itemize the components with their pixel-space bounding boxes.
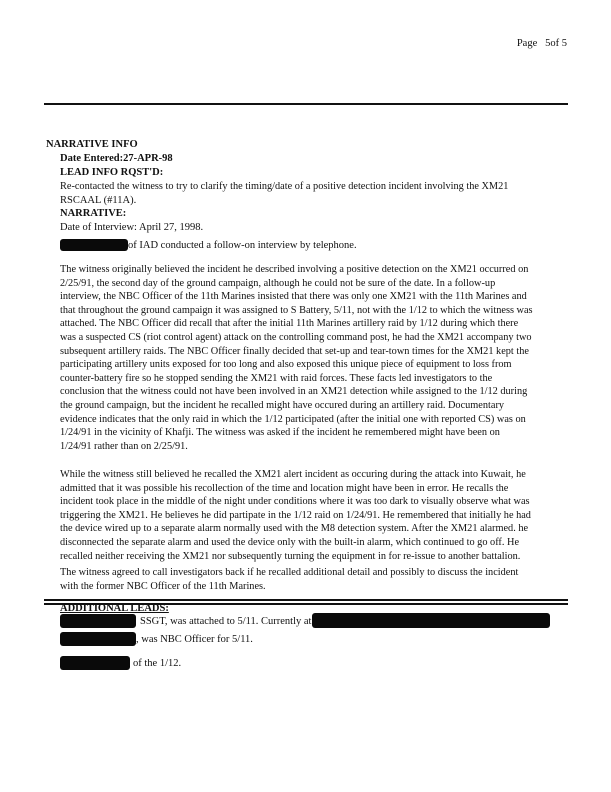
- narrative-paragraph-3: [60, 566, 556, 593]
- text-line: 2/25/91, the second day of the ground campaign, although he could not be sure of the date. In a follow-up: [60, 277, 496, 289]
- text-line: The witness originally believed the incident he described involving a positive detection on the XM21 occurred on: [60, 264, 529, 275]
- text-line: 1/24/91 in the vicinity of Khafji. The witness was asked if the incident he remembered might have been on: [60, 427, 500, 439]
- narrative-info-heading: NARRATIVE INFO: [46, 139, 138, 150]
- iad-line: of IAD conducted a follow-on interview by telephone.: [128, 240, 357, 251]
- text-line: disconnected the separate alarm and used the device only with the built-in alarm, which continued to go off. He: [60, 536, 520, 548]
- text-line: that throughout the ground campaign it was assigned to S Battery, 5/11, not with the 1/12 to which the witness was: [60, 304, 533, 316]
- interview-date: Date of Interview: April 27, 1998.: [60, 222, 204, 233]
- page-count: 5of 5: [545, 38, 567, 49]
- leads-rule-top: [44, 599, 568, 601]
- text-line: triggering the XM21. He believes he did partipate in the 1/12 raid on 1/24/91. He remembered that initially he had: [60, 509, 531, 521]
- additional-leads-heading: ADDITIONAL LEADS:: [60, 603, 169, 614]
- redaction-block: [60, 632, 136, 646]
- text-line: subsequent artillery raids. The NBC Officer finally decided that set-up and tear-town times for the XM21 kept the: [60, 345, 529, 357]
- text-line: conclusion that the witness could not have been involved in an XM21 detection while assigned to the 1/12 during: [60, 386, 528, 398]
- text-line: counter-battery fire so he stopped sending the XM21 with raid forces. These facts led investigators to the: [60, 372, 493, 384]
- lead-info-text-1: Re-contacted the witness to try to clarify the timing/date of a positive detection incident involving the XM21: [60, 181, 509, 192]
- redaction-block: [60, 614, 136, 628]
- lead-info-text-2: RSCAAL (#11A).: [60, 195, 137, 206]
- narrative-paragraph-1: [60, 263, 556, 453]
- text-line: While the witness still believed he recalled the XM21 alert incident as occuring during the attack into Kuwait, he: [60, 469, 526, 480]
- page-number: [517, 38, 567, 49]
- text-line: 1/24/91 rather than on 2/25/91.: [60, 440, 188, 452]
- top-rule: [44, 103, 568, 105]
- text-line: admitted that it was possible his recollection of the time and location might have been in error. He recalls the: [60, 482, 509, 494]
- lead-info-heading: LEAD INFO RQST'D:: [60, 167, 164, 178]
- text-line: with the former NBC Officer of the 11th Marines.: [60, 580, 266, 592]
- text-line: the device wired up to a separate alarm normally used with the M8 detection system. After the XM21 alarmed. he: [60, 523, 529, 535]
- page-label: Page: [516, 38, 538, 49]
- text-line: The witness agreed to call investigators back if he recalled additional detail and possibly to discuss the incident: [60, 567, 519, 578]
- text-line: incident took place in the middle of the night under conditions where it was too dark to visually observe what was: [60, 496, 530, 508]
- text-line: was a suspected CS (riot control agent) attack on the controlling command post, he had the XM21 accompany two: [60, 331, 532, 343]
- text-line: the ground campaign, but the incident he recalled might have occured during an artillery raid. Documentary: [60, 399, 505, 411]
- text-line: participating artillery units exposed for too long and also exposed this unique piece of equipment to loss from: [60, 359, 512, 371]
- lead-1-text: SSGT, was attached to 5/11. Currently at: [140, 616, 312, 627]
- lead-2-text: , was NBC Officer for 5/11.: [136, 634, 253, 645]
- narrative-heading: NARRATIVE:: [60, 208, 127, 219]
- redaction-block: [60, 239, 128, 251]
- text-line: evidence indicates that the only raid in which the 1/12 participated (after the initial one with reported CS) was on: [60, 413, 526, 425]
- narrative-paragraph-2: [60, 468, 556, 563]
- text-line: recalled neither receiving the XM21 nor subsequently turning the equipment in for re-issue to another battalion.: [60, 550, 521, 562]
- redaction-block: [60, 656, 130, 670]
- text-line: attached. The NBC Officer did recall that after the initial 11th Marines artillery raid by 1/12 during which there: [60, 318, 519, 330]
- redaction-block: [312, 613, 550, 628]
- text-line: interview, the NBC Officer of the 11th Marines insisted that there was only one XM21 with the 11th Marines and: [60, 291, 527, 303]
- date-entered: Date Entered:27-APR-98: [60, 153, 173, 164]
- lead-3-text: of the 1/12.: [133, 658, 182, 669]
